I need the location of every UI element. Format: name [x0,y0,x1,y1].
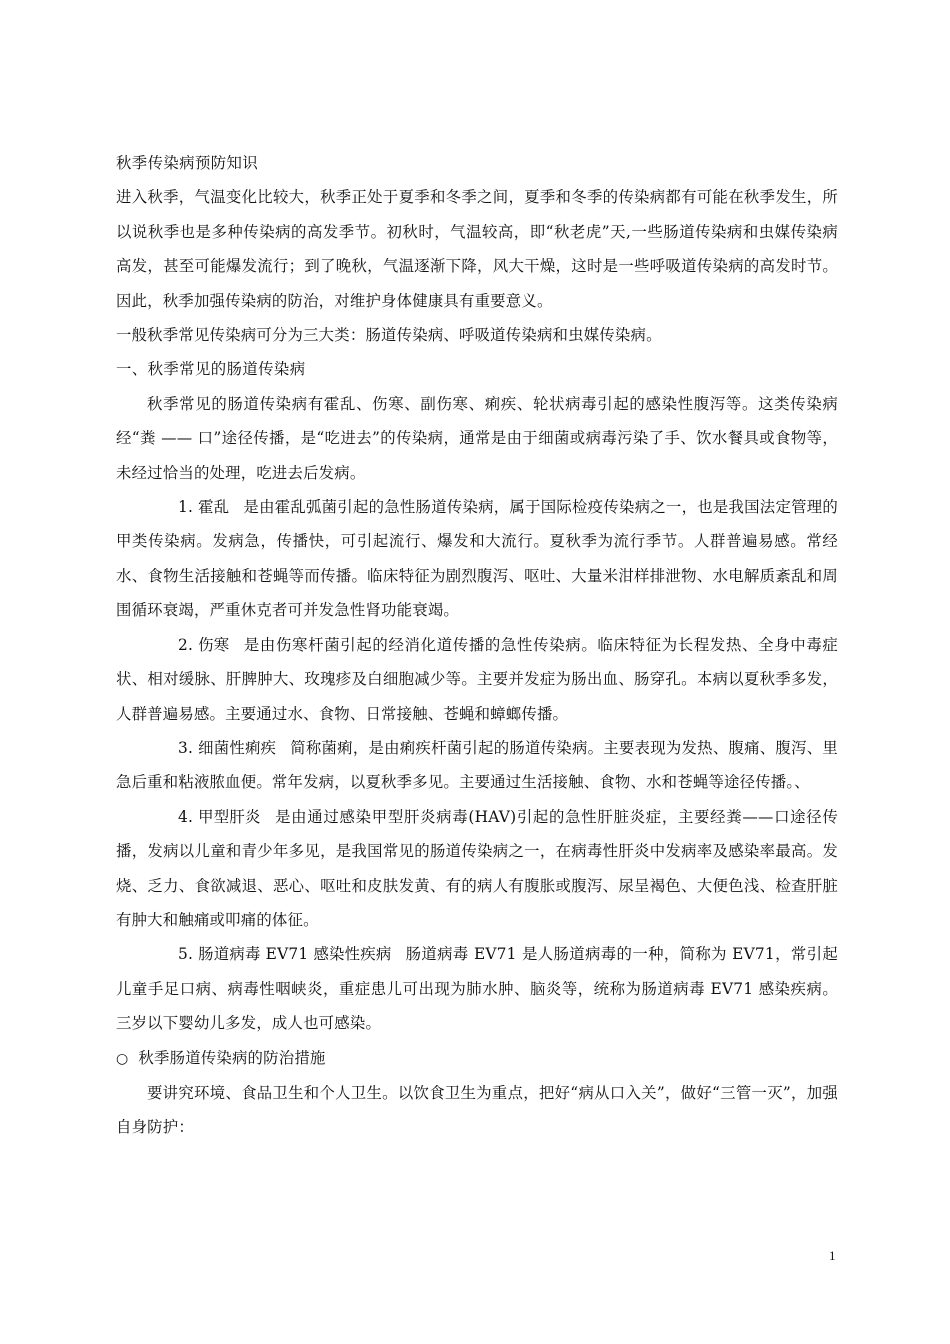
disease-term: 5. 肠道病毒 EV71 感染性疾病 [178,945,392,964]
categories-paragraph: 一般秋季常见传染病可分为三大类：肠道传染病、呼吸道传染病和虫媒传染病。 [116,326,662,345]
disease-description: 是由霍乱弧菌引起的急性肠道传染病，属于国际检疫传染病之一，也是我国法定管理的甲类传染病。发病急，传播快，可引起流行、爆发和大流行。夏秋季为流行季节。人群普遍易感。常经水、食物生活接触和苍蝇等而传播。临床特征为剧烈腹泻、呕吐、大量米泔样排泄物、水电解质紊乱和周围循环衰竭，严重休克者可并发急性肾功能衰竭。 [116,498,838,620]
disease-term: 1. 霍乱 [178,498,230,517]
prevention-paragraph: 要讲究环境、食品卫生和个人卫生。以饮食卫生为重点，把好“病从口入关”，做好“三管一灭”，加强自身防护： [116,1083,838,1137]
disease-item-hepatitis-a [116,800,838,938]
document-body [116,146,838,1145]
disease-description: 肠道病毒 EV71 是人肠道病毒的一种，简称为 EV71，常引起儿童手足口病、病毒性咽峡炎，重症患儿可出现为肺水肿、脑炎等，统称为肠道病毒 EV71 感染疾病。三岁以下婴幼儿多发，成人也可感染。 [116,945,838,1033]
disease-description: 是由伤寒杆菌引起的经消化道传播的急性传染病。临床特征为长程发热、全身中毒症状、相对缓脉、肝脾肿大、玫瑰疹及白细胞减少等。主要并发症为肠出血、肠穿孔。本病以夏秋季多发，人群普遍易感。主要通过水、食物、日常接触、苍蝇和蟑螂传播。 [116,635,838,723]
disease-term: 3. 细菌性痢疾 [178,738,277,757]
prevention-heading [116,1041,838,1076]
disease-description: 简称菌痢，是由痢疾杆菌引起的肠道传染病。主要表现为发热、腹痛、腹泻、里急后重和粘液脓血便。常年发病，以夏秋季多见。主要通过生活接触、食物、水和苍蝇等途径传播。、 [116,738,838,792]
intro-paragraph: 进入秋季，气温变化比较大，秋季正处于夏季和冬季之间，夏季和冬季的传染病都有可能在秋季发生，所以说秋季也是多种传染病的高发季节。初秋时，气温较高，即“秋老虎”天,一些肠道传染病和虫媒传染病高发，甚至可能爆发流行；到了晚秋，气温逐渐下降，风大干燥，这时是一些呼吸道传染病的高发时节。因此，秋季加强传染病的防治，对维护身体健康具有重要意义。 [116,188,838,310]
disease-item-dysentery [116,731,838,800]
disease-term: 4. 甲型肝炎 [178,807,261,826]
disease-item-ev71 [116,937,838,1040]
disease-item-cholera [116,490,838,628]
section-overview: 秋季常见的肠道传染病有霍乱、伤寒、副伤寒、痢疾、轮状病毒引起的感染性腹泻等。这类传染病经“粪 —— 口”途径传播，是“吃进去”的传染病，通常是由于细菌或病毒污染了手、饮水餐具或食物等，未经过恰当的处理，吃进去后发病。 [116,394,838,482]
circle-bullet-icon: ○ [116,1050,129,1067]
document-title: 秋季传染病预防知识 [116,154,259,172]
disease-term: 2. 伤寒 [178,635,230,654]
disease-description: 是由通过感染甲型肝炎病毒(HAV)引起的急性肝脏炎症，主要经粪——口途径传播，发病以儿童和青少年多见，是我国常见的肠道传染病之一，在病毒性肝炎中发病率及感染率最高。发烧、乏力、食欲减退、恶心、呕吐和皮肤发黄、有的病人有腹胀或腹泻、尿呈褐色、大便色浅、检查肝脏有肿大和触痛或叩痛的体征。 [116,807,838,929]
section-heading: 一、秋季常见的肠道传染病 [116,360,306,379]
page-number: 1 [829,1248,836,1263]
disease-item-typhoid [116,628,838,731]
prevention-heading-text: 秋季肠道传染病的防治措施 [138,1048,326,1067]
